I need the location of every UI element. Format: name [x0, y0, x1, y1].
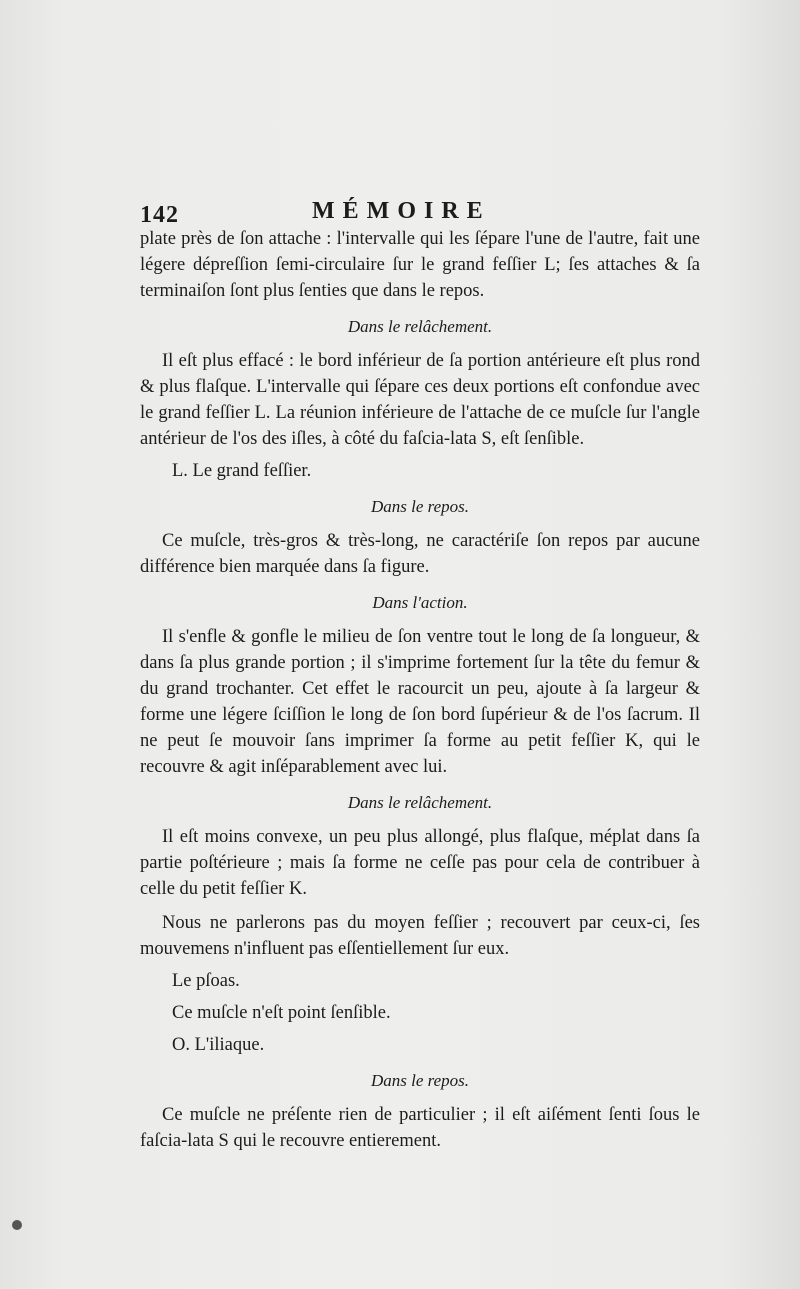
paragraph: plate près de ſon attache : l'intervalle qui les ſépare l'une de l'autre, fait une légere dépreſſion ſemi-circulaire ſur le grand feſſier L; ſes attaches & ſa terminaiſon ſont plus ſenties que dans le repos.: [140, 229, 700, 301]
page-number: 142: [140, 202, 179, 228]
section-heading: Dans l'action.: [372, 593, 468, 612]
section-heading: Dans le relâchement.: [347, 317, 493, 336]
paragraph: Ce muſcle ne préſente rien de particulier ; il eſt aiſément ſenti ſous le faſcia-lata S qui le recouvre entierement.: [140, 1105, 700, 1151]
text-line: Ce muſcle n'eſt point ſenſible.: [172, 1003, 391, 1023]
paragraph: Il eſt plus effacé : le bord inférieur de ſa portion antérieure eſt plus rond & plus flaſque. L'intervalle qui ſépare ces deux portions eſt confondue avec le grand feſſier L. La réunion inférieure de l'attache de ce muſcle ſur l'angle antérieur de l'os des iſles, à côté du faſcia-lata S, eſt ſenſible.: [140, 351, 700, 449]
paragraph: Nous ne parlerons pas du moyen feſſier ; recouvert par ceux-ci, ſes mouvemens n'influent pas eſſentiellement ſur eux.: [140, 913, 700, 959]
section-heading: Dans le relâchement.: [347, 793, 493, 812]
muscle-heading: L. Le grand feſſier.: [172, 461, 312, 481]
paragraph: Ce muſcle, très-gros & très-long, ne caractériſe ſon repos par aucune différence bien marquée dans ſa figure.: [140, 531, 700, 577]
section-heading: Dans le repos.: [370, 1071, 470, 1090]
body-text: [140, 226, 700, 1154]
running-title: MÉMOIRE: [312, 198, 491, 224]
muscle-heading: Le pſoas.: [172, 971, 240, 991]
paragraph: Il s'enfle & gonfle le milieu de ſon ventre tout le long de ſa longueur, & dans ſa plus grande portion ; il s'imprime fortement ſur la tête du femur & du grand trochanter. Cet effet le racourcit un peu, ajoute à ſa largeur & forme une légere ſciſſion le long de ſon bord ſupérieur & de l'os ſacrum. Il ne peut ſe mouvoir ſans imprimer ſa forme au petit feſſier K, qui le recouvre & agit inſéparablement avec lui.: [140, 627, 700, 777]
page-header: [140, 196, 700, 230]
muscle-heading: O. L'iliaque.: [172, 1035, 265, 1055]
section-heading: Dans le repos.: [370, 497, 470, 516]
ink-spot: [12, 1220, 22, 1230]
paragraph: Il eſt moins convexe, un peu plus allongé, plus flaſque, méplat dans ſa partie poſtérieure ; mais ſa forme ne ceſſe pas pour cela de contribuer à celle du petit feſſier K.: [140, 827, 700, 899]
